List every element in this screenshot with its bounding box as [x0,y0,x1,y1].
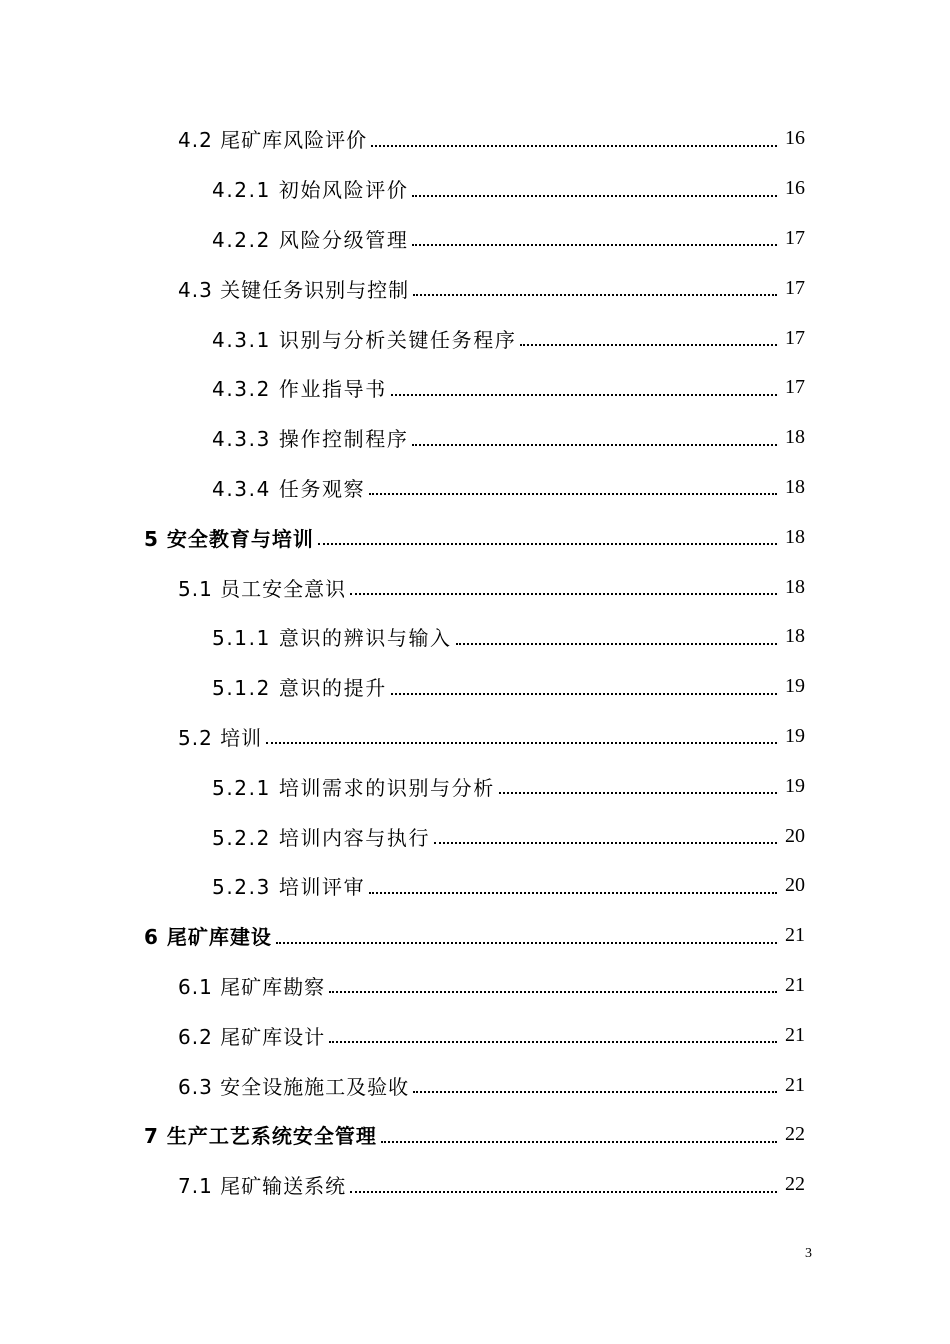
toc-leader-dots [266,742,777,744]
toc-entry-page: 22 [785,1123,805,1146]
toc-entry[interactable] [0,263,950,313]
toc-entry-label: 7.1 尾矿输送系统 [178,1174,347,1199]
toc-entry-page: 21 [785,924,805,947]
toc-entry[interactable] [0,761,950,811]
toc-leader-dots [371,145,777,147]
toc-leader-dots [391,693,777,695]
toc-entry[interactable] [0,512,950,562]
toc-entry-label: 5.1.2 意识的提升 [212,676,387,701]
toc-entry-label: 4.3.2 作业指导书 [212,377,387,402]
toc-entry-label: 4.3.4 任务观察 [212,476,366,501]
toc-entry-page: 18 [785,575,805,598]
toc-entry[interactable] [0,911,950,961]
toc-entry-page: 18 [785,625,805,648]
toc-entry-label: 4.2 尾矿库风险评价 [178,128,368,153]
toc-entry-page: 16 [785,127,805,150]
toc-entry[interactable] [0,712,950,762]
toc-entry[interactable] [0,662,950,712]
toc-entry-page: 21 [785,1023,805,1046]
toc-entry-page: 18 [785,426,805,449]
toc-entry[interactable] [0,1110,950,1160]
toc-leader-dots [350,593,777,595]
toc-entry-label: 5.1.1 意识的辨识与输入 [212,626,452,651]
toc-leader-dots [369,892,777,894]
toc-entry-page: 17 [785,326,805,349]
toc-entry-page: 20 [785,874,805,897]
toc-entry-label: 5.2.3 培训评审 [212,875,366,900]
toc-entry-page: 20 [785,824,805,847]
toc-leader-dots [456,643,777,645]
toc-entry-label: 6.1 尾矿库勘察 [178,974,326,999]
toc-leader-dots [318,543,777,545]
toc-entry[interactable] [0,562,950,612]
toc-leader-dots [499,792,777,794]
toc-entry-label: 4.3.1 识别与分析关键任务程序 [212,327,517,352]
toc-entry-page: 22 [785,1173,805,1196]
toc-entry[interactable] [0,463,950,513]
toc-leader-dots [329,991,777,993]
toc-leader-dots [434,842,777,844]
toc-entry[interactable] [0,1060,950,1110]
table-of-contents [0,114,950,1210]
toc-entry-label: 4.2.2 风险分级管理 [212,227,409,252]
toc-leader-dots [329,1041,777,1043]
toc-entry-label: 5 安全教育与培训 [144,526,314,551]
toc-leader-dots [413,294,777,296]
toc-entry[interactable] [0,861,950,911]
toc-entry[interactable] [0,1160,950,1210]
toc-entry[interactable] [0,114,950,164]
toc-leader-dots [412,444,777,446]
toc-leader-dots [412,244,777,246]
toc-entry-label: 6 尾矿库建设 [144,925,272,950]
toc-entry-label: 6.2 尾矿库设计 [178,1024,326,1049]
toc-leader-dots [413,1091,777,1093]
toc-entry-page: 19 [785,724,805,747]
toc-entry-page: 21 [785,1073,805,1096]
toc-entry-page: 17 [785,226,805,249]
toc-entry[interactable] [0,413,950,463]
toc-entry-label: 5.2.1 培训需求的识别与分析 [212,775,495,800]
toc-entry[interactable] [0,811,950,861]
toc-leader-dots [412,195,777,197]
toc-entry-label: 6.3 安全设施施工及验收 [178,1074,410,1099]
toc-entry-page: 21 [785,973,805,996]
toc-entry-label: 4.3 关键任务识别与控制 [178,277,410,302]
toc-entry-page: 17 [785,276,805,299]
toc-entry[interactable] [0,313,950,363]
toc-entry-label: 5.2 培训 [178,725,263,750]
toc-entry-page: 18 [785,475,805,498]
toc-entry-label: 7 生产工艺系统安全管理 [144,1124,377,1149]
toc-entry-label: 4.3.3 操作控制程序 [212,427,409,452]
toc-leader-dots [276,942,777,944]
page-number: 3 [805,1246,812,1261]
toc-entry[interactable] [0,363,950,413]
toc-entry-page: 16 [785,177,805,200]
toc-entry-page: 18 [785,525,805,548]
toc-leader-dots [350,1191,777,1193]
toc-entry-label: 5.1 员工安全意识 [178,576,347,601]
toc-entry[interactable] [0,1010,950,1060]
toc-entry[interactable] [0,612,950,662]
toc-entry-label: 4.2.1 初始风险评价 [212,178,409,203]
toc-entry[interactable] [0,214,950,264]
toc-entry[interactable] [0,961,950,1011]
toc-leader-dots [381,1141,777,1143]
toc-leader-dots [391,394,777,396]
toc-leader-dots [520,344,777,346]
toc-entry-label: 5.2.2 培训内容与执行 [212,825,431,850]
toc-entry-page: 19 [785,774,805,797]
toc-entry[interactable] [0,164,950,214]
toc-entry-page: 17 [785,376,805,399]
toc-leader-dots [369,493,777,495]
toc-entry-page: 19 [785,675,805,698]
